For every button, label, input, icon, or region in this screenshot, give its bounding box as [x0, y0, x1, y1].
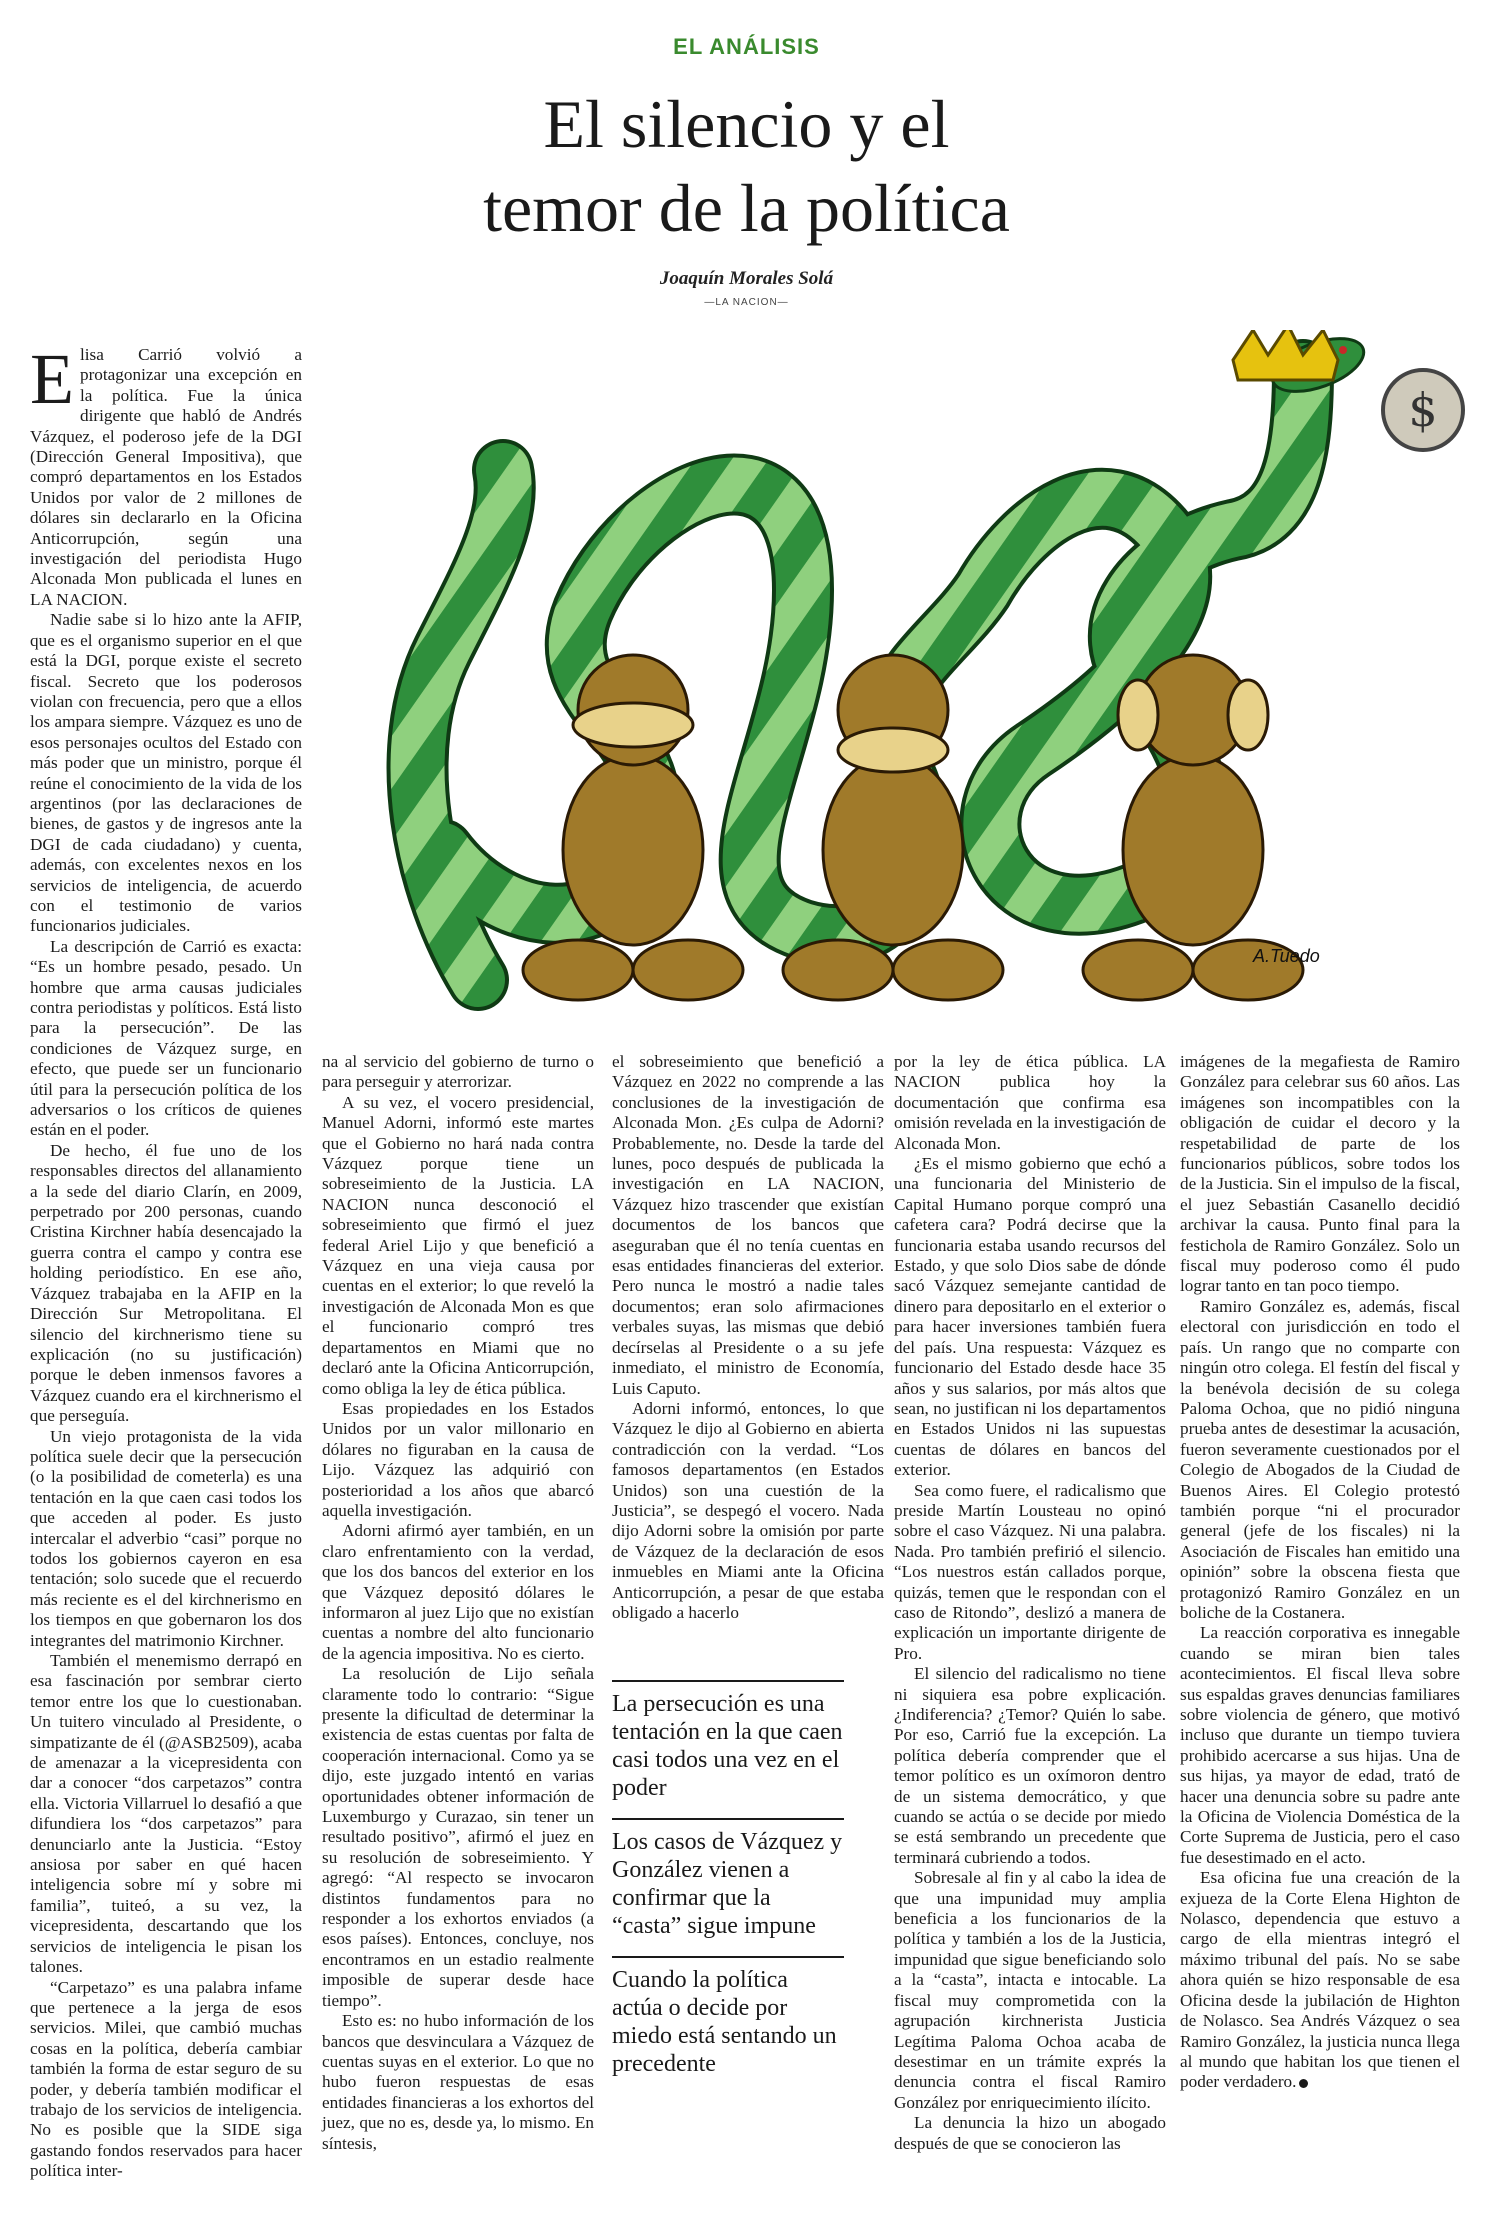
paragraph: por la ley de ética pública. LA NACION publica hoy la documentación que confirma esa omisión revelada en la investigación de Alconada Mon.	[894, 1052, 1166, 1153]
paragraph: El silencio del radicalismo no tiene ni siquiera esa pobre explicación. ¿Indiferencia? ¿Temor? Quién lo sabe. Por eso, Carrió fue la excepción. La política debería comprender que el temor político es un oxímoron dentro de un sistema democrático, y que cuando se actúa o se decide por miedo se está sembrando un precedente que terminará cubriendo a todos.	[894, 1664, 1166, 1867]
paragraph: Nadie sabe si lo hizo ante la AFIP, que es el organismo superior en el que está la DGI, porque existe el secreto fiscal. Secreto que los poderosos violan con frecuencia, pero que a ellos los ampara siempre. Vázquez es uno de esos personajes ocultos del Estado con más poder que un ministro, porque él reúne el conocimiento de la vida de los argentinos (por las declaraciones de bienes, de gastos y de ingresos ante la DGI de cada ciudadano) y cuenta, además, con excelentes nexos en los servicios de inteligencia, de acuerdo con el testimonio de varios funcionarios judiciales.	[30, 610, 302, 936]
paragraph: Sobresale al fin y al cabo la idea de que una impunidad muy amplia beneficia a los funcionarios de la política y también a los de la Justicia, impunidad que sigue beneficiando solo a la “casta”, intacta e intocable. La fiscal muy comprometida con la agrupación kirchnerista Justicia Legítima Paloma Ochoa acaba de desestimar en un trámite exprés la denuncia contra el fiscal Ramiro González por enriquecimiento ilícito.	[894, 1868, 1166, 2112]
pull-quote: La persecución es una tentación en la que caen casi todos una vez en el poder	[612, 1680, 844, 1802]
headline	[0, 82, 1493, 250]
section-label: EL ANÁLISIS	[673, 34, 820, 59]
article-column-1	[30, 339, 302, 2182]
paragraph: el sobreseimiento que benefició a Vázquez en 2022 no comprende a las conclusiones de la investigación de Alconada Mon. ¿Es culpa de Adorni? Probablemente, no. Desde la tarde del lunes, poco después de publicada la investigación en LA NACION, Vázquez hizo trascender que existían documentos de los bancos que aseguraban que él no tenía cuentas en esas entidades financieras del exterior. Pero nunca le mostró a nadie tales documentos; eran solo afirmaciones verbales suyas, las mismas que debió decírselas al Presidente o a su jefe inmediato, el ministro de Economía, Luis Caputo.	[612, 1052, 884, 1398]
paragraph: na al servicio del gobierno de turno o para perseguir y aterrorizar.	[322, 1052, 594, 1092]
headline-line-2: temor de la política	[483, 170, 1010, 246]
article-column-2	[322, 1052, 594, 2154]
byline-author: Joaquín Morales Solá	[659, 268, 834, 289]
pull-quotes	[612, 1680, 844, 2094]
paragraph: “Carpetazo” es una palabra infame que pertenece a la jerga de esos servicios. Milei, que cambió muchas cosas en la política, debería cambiar también la forma de estar seguro de su poder, y debería también modificar el trabajo de los servicios de inteligencia. No es posible que la SIDE siga gastando fondos reservados para hacer política inter-	[30, 1977, 302, 2181]
paragraph: A su vez, el vocero presidencial, Manuel Adorni, informó este martes que el Gobierno no hará nada contra Vázquez porque tiene un sobreseimiento de la Justicia. LA NACION nunca desconoció el sobreseimiento que firmó el juez federal Ariel Lijo y que benefició a Vázquez en una vieja causa por cuentas en el exterior; lo que reveló la investigación de Alconada Mon es que el funcionario compró tres departamentos en Miami que no declaró ante la Oficina Anticorrupción, como obliga la ley de ética pública.	[322, 1092, 594, 1398]
illustration-signature: A.Tuedo	[1253, 946, 1320, 966]
paragraph: La resolución de Lijo señala claramente todo lo contrario: “Sigue presente la dificultad de determinar la existencia de estas cuentas por falta de cooperación internacional. Como ya se dijo, este juzgado intentó en varias oportunidades obtener información de Luxemburgo y Curazao, sin tener un resultado positivo”, afirmó el juez en su resolución de sobreseimiento. Y agregó: “Al respecto se invocaron distintos fundamentos para no responder a los exhortos enviados (a esos países). Entonces, concluye, nos encontramos en un estadio realmente imposible de superar desde hace tiempo”.	[322, 1664, 594, 2010]
monkey-see-no-evil	[523, 655, 743, 1000]
paragraph: También el menemismo derrapó en esa fascinación por sembrar cierto temor entre los que lo cuestionaban. Un tuitero vinculado al Presidente, o simpatizante de él (@ASB2509), acaba de amenazar a la vicepresidenta con dar a conocer “dos carpetazos” contra ella. Victoria Villarruel lo desafió a que difundiera los “dos carpetazos” para denunciarlo ante la Justicia. “Estoy ansiosa por saber en qué hacen inteligencia sobre mí y sobre mi familia”, tuiteó, a su vez, la vicepresidenta, descartando que los servicios de inteligencia le pisan los talones.	[30, 1651, 302, 1977]
paragraph: La reacción corporativa es innegable cuando se miran bien tales acontecimientos. El fiscal lleva sobre sus espaldas graves denuncias familiares sobre violencia de género, que motivó incluso que durante un tiempo tuviera prohibido acercarse a sus hijas. Una de sus hijas, ya mayor de edad, trató de hacer una denuncia sobre su padre ante la Oficina de Violencia Doméstica de la Corte Suprema de Justicia, pero el caso fue desestimado en el acto.	[1180, 1623, 1460, 1867]
paragraph: Ramiro González es, además, fiscal electoral con jurisdicción en todo el país. Un rango que no comparte con ningún otro colega. El festín del fiscal y la benévola decisión de su colega Paloma Ochoa, que no pidió ninguna prueba antes de desestimar la acusación, fueron severamente cuestionados por el Colegio de Abogados de la Ciudad de Buenos Aires. El Colegio protestó también porque “ni el procurador general (jefe de los fiscales) ni la Asociación de Fiscales han emitido una opinión” sobre la obscena fiesta que protagonizó Ramiro González en un boliche de la Costanera.	[1180, 1296, 1460, 1622]
paragraph: Adorni afirmó ayer también, en un claro enfrentamiento con la verdad, que los dos bancos del exterior en los que Vázquez depositó dólares le informaron al juez Lijo que no existían cuentas a nombre del alto funcionario de la agencia impositiva. No es cierto.	[322, 1521, 594, 1663]
paragraph: Esas propiedades en los Estados Unidos por un valor millonario en dólares no figuraban en la causa de Lijo. Vázquez las adquirió con posterioridad a los años que abarcó aquella investigación.	[322, 1398, 594, 1520]
paragraph: ¿Es el mismo gobierno que echó a una funcionaria del Ministerio de Capital Humano porque compró una cafetera cara? Podrá decirse que la funcionaria estaba usando recursos del Estado, y que solo Dios sabe de dónde sacó Vázquez semejante cantidad de dinero para depositarlo en el exterior o para hacer inversiones también fuera del país. Una respuesta: Vázquez es funcionario del Estado desde hace 35 años y sus salarios, por más altos que sean, no justifican ni los departamentos en Estados Unidos ni las supuestas cuentas de dólares en bancos del exterior.	[894, 1154, 1166, 1480]
paragraph: Adorni informó, entonces, lo que Vázquez le dijo al Gobierno en abierta contradicción con la verdad. “Los famosos departamentos (en Estados Unidos) son una cuestión de la Justicia”, se despegó el vocero. Nada dijo Adorni sobre la omisión por parte de Vázquez de la declaración de esos inmuebles en Miami ante la Oficina Anticorrupción, a pesar de que estaba obligado a hacerlo	[612, 1398, 884, 1622]
paragraph: La denuncia la hizo un abogado después de que se conocieron las	[894, 2113, 1166, 2153]
end-mark-icon	[1299, 2079, 1308, 2088]
paragraph: imágenes de la megafiesta de Ramiro González para celebrar sus 60 años. Las imágenes son incompatibles con la obligación de cuidar el decoro y la respetabilidad de parte de los funcionarios públicos, sobre todos los de la Justicia. Sin el impulso de la fiscal, el juez Sebastián Casanello decidió archivar la causa. Punto final para la festichola de Ramiro González. Solo un fiscal muy poderoso como él pudo lograr tanto en tan poco tiempo.	[1180, 1052, 1460, 1296]
dollar-coin-icon	[1383, 370, 1463, 450]
pull-quote: Cuando la política actúa o decide por miedo está sentando un precedente	[612, 1956, 844, 2078]
pull-quote: Los casos de Vázquez y González vienen a confirmar que la “casta” sigue impune	[612, 1818, 844, 1940]
byline-outlet: —LA NACION—	[704, 297, 789, 308]
article-column-4	[894, 1052, 1166, 2154]
illustration-snake-monkeys	[383, 330, 1483, 1040]
paragraph: Sea como fuere, el radicalismo que preside Martín Lousteau no opinó sobre el caso Vázquez. Ni una palabra. Nada. Pro también prefirió el silencio. “Los nuestros están callados porque, quizás, temen que le respondan con el caso de Ritondo”, deslizó a manera de explicación un importante dirigente de Pro.	[894, 1480, 1166, 1663]
headline-line-1: El silencio y el	[543, 86, 950, 162]
paragraph: Un viejo protagonista de la vida política suele decir que la persecución (o la posibilidad de cometerla) es una tentación en la que caen casi todos los que acceden al poder. Es justo intercalar el adverbio “casi” porque no todos los gobiernos cayeron en esa tentación; solo sucede que el recuerdo más reciente es el del kirchnerismo en los tiempos en que gobernaron los dos integrantes del matrimonio Kirchner.	[30, 1426, 302, 1650]
svg-text:$: $	[1408, 383, 1438, 437]
crown-icon	[1233, 330, 1338, 380]
paragraph: Esto es: no hubo información de los bancos que desvinculara a Vázquez de cuentas suyas en el exterior. Lo que no hubo fueron respuestas de esas entidades financieras a los exhortos del juez, que no es, desde ya, lo mismo. En síntesis,	[322, 2011, 594, 2153]
paragraph: De hecho, él fue uno de los responsables directos del allanamiento a la sede del diario Clarín, en 2009, perpetrado por 200 personas, cuando Cristina Kirchner había desencajado la guerra contra el campo y contra ese holding periodístico. En ese año, Vázquez trabajaba en la AFIP en la Dirección Sur Metropolitana. El silencio del kirchnerismo tiene su explicación (no su justificación) porque le deben inmensos favores a Vázquez cuando era el kirchnerismo el que perseguía.	[30, 1140, 302, 1426]
article-column-5	[1180, 1052, 1460, 2093]
drop-cap: E	[30, 339, 74, 419]
paragraph: La descripción de Carrió es exacta: “Es un hombre pesado, pesado. Un hombre que arma causas judiciales contra periodistas y políticos. Está listo para la persecución”. De las condiciones de Vázquez surge, en efecto, que puede ser un funcionario útil para la persecución política de los adversarios o los críticos de quienes están en el poder.	[30, 936, 302, 1140]
article-column-3	[612, 1052, 884, 1623]
paragraph: Elisa Carrió volvió a protagonizar una excepción en la política. Fue la única dirigente que habló de Andrés Vázquez, el poderoso jefe de la DGI (Dirección General Impositiva), que compró departamentos en los Estados Unidos por valor de 2 millones de dólares sin declararlo en la Oficina Anticorrupción, según una investigación del periodista Hugo Alconada Mon publicada el lunes en LA NACION.	[30, 339, 302, 609]
paragraph: Esa oficina fue una creación de la exjueza de la Corte Elena Highton de Nolasco, dependencia que estuvo a cargo de ella mientras integró el máximo tribunal del país. No se sabe ahora quién se hizo responsable de esa Oficina desde la jubilación de Highton de Nolasco. Sea Andrés Vázquez o sea Ramiro González, la justicia nunca llega al mundo que habitan los que tienen el poder verdadero.	[1180, 1868, 1460, 2092]
